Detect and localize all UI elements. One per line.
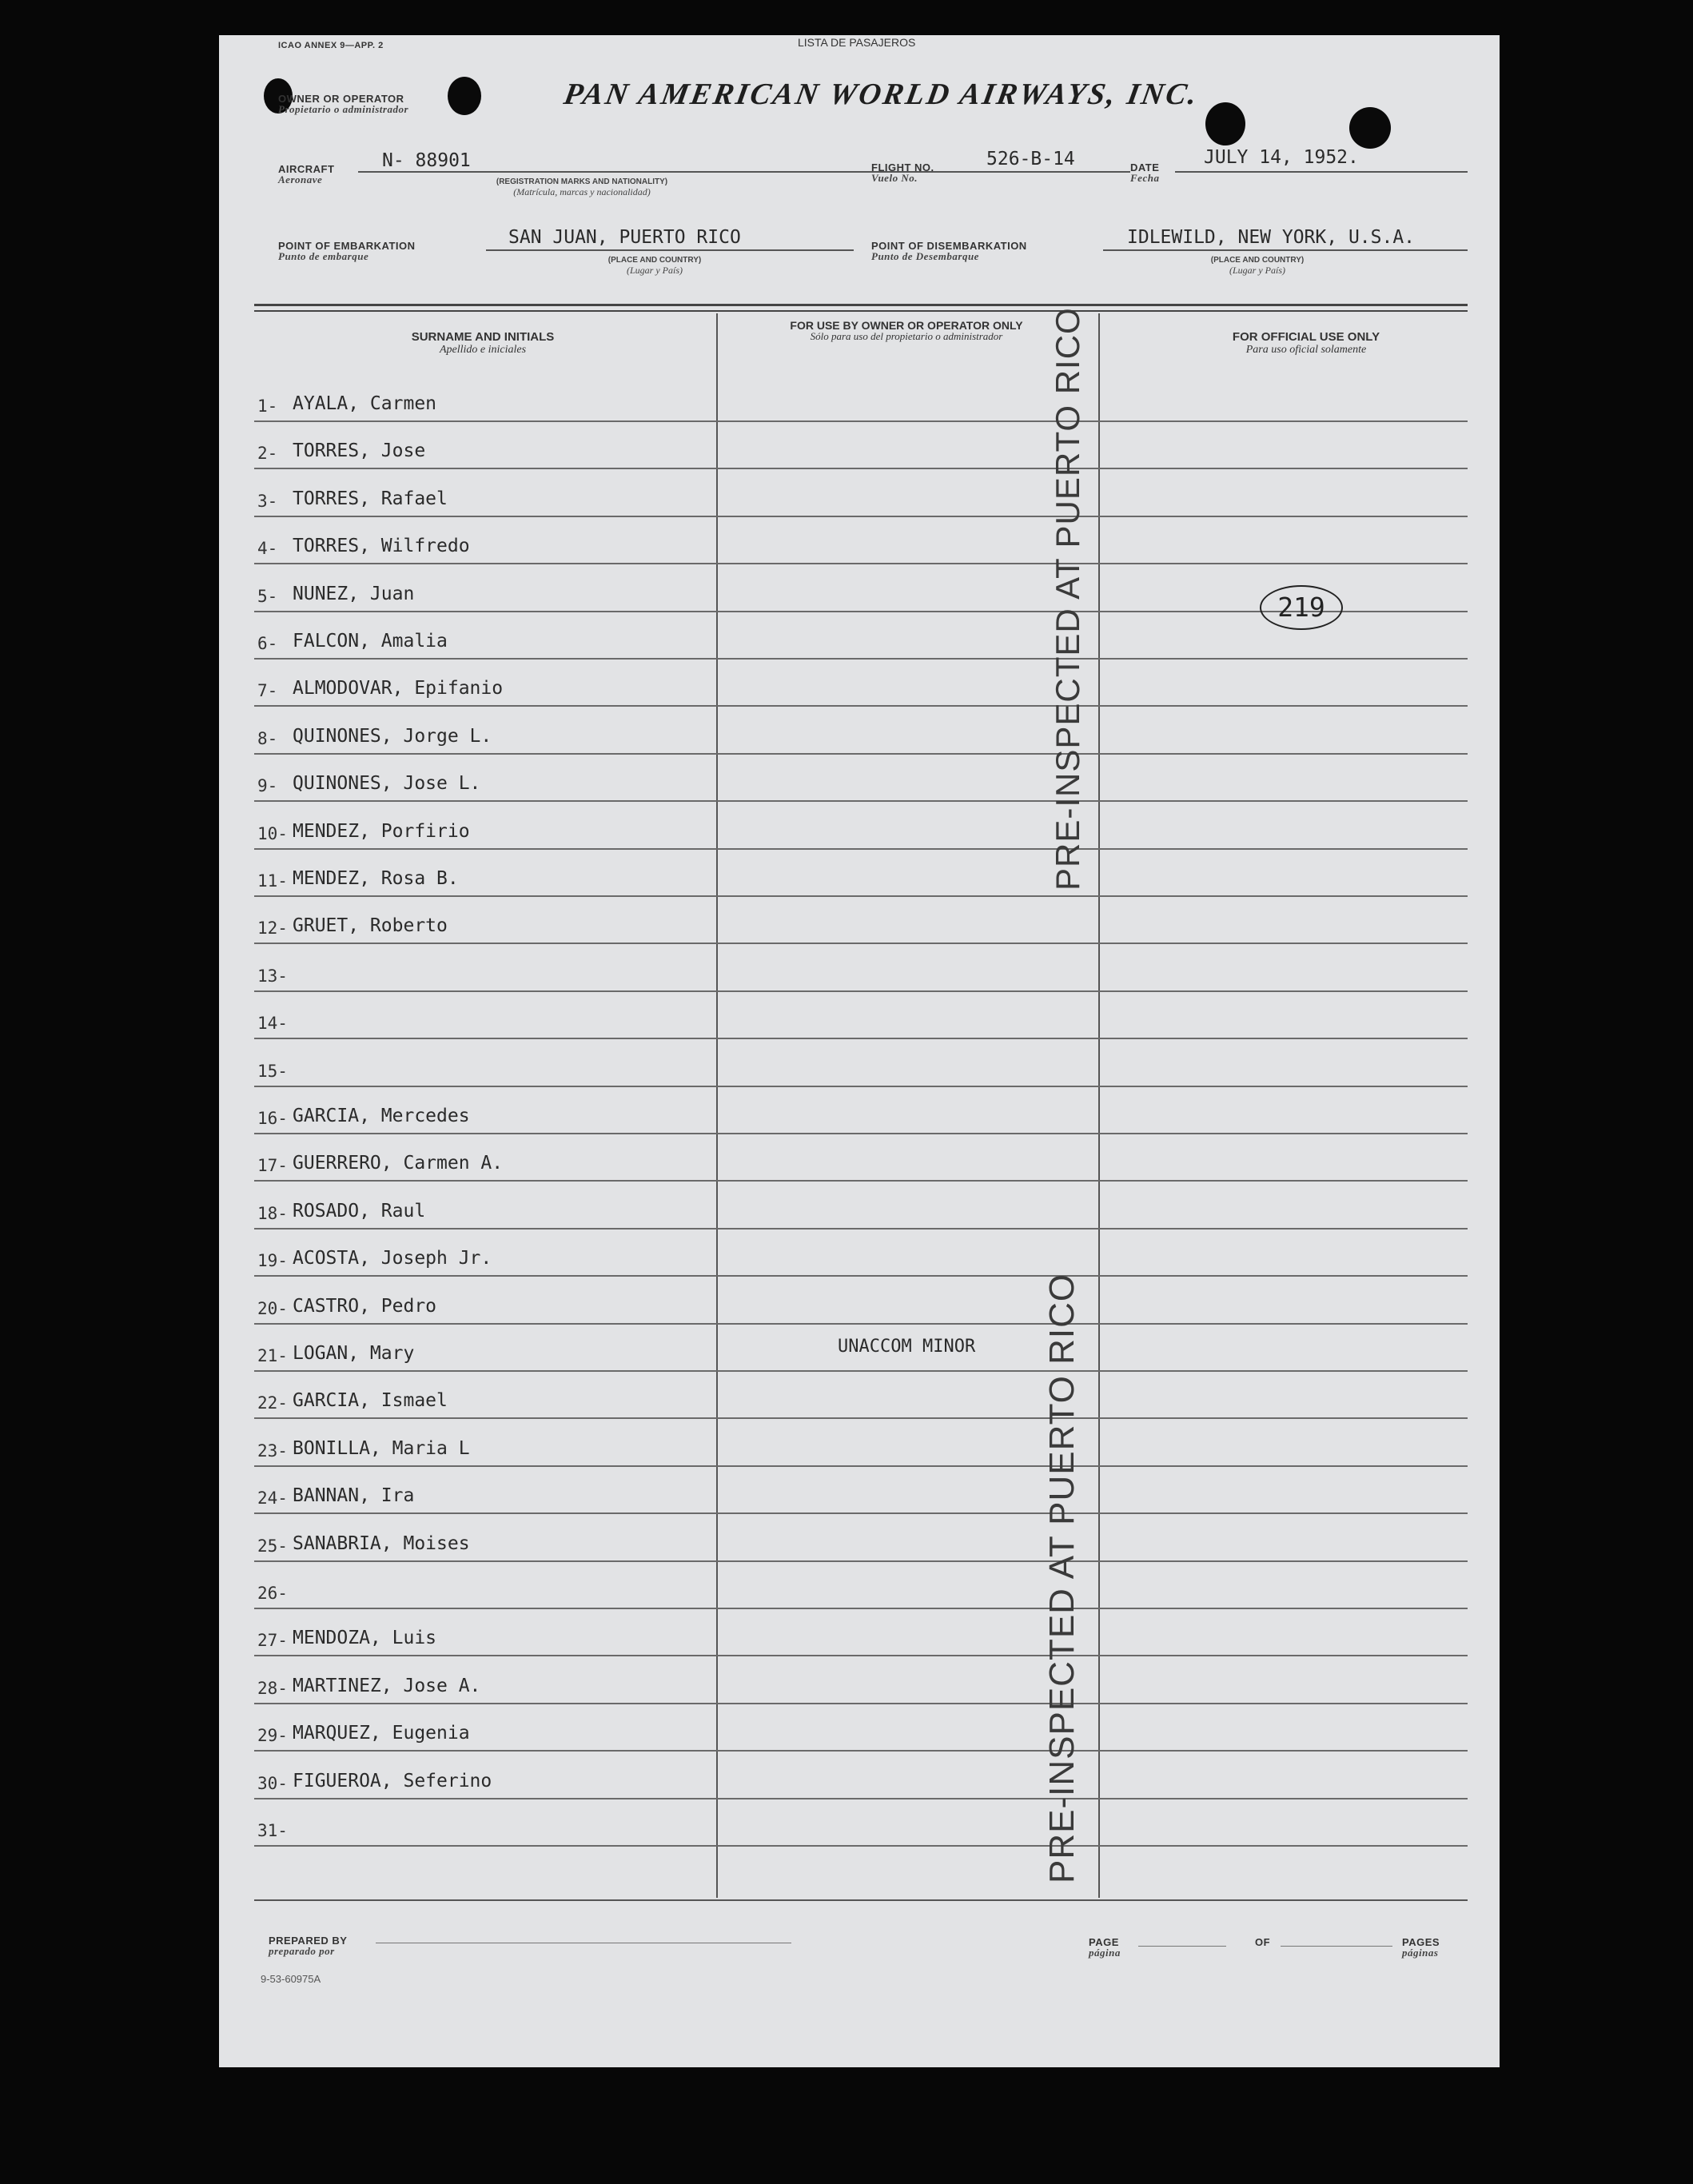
row-number: 23- [257,1441,288,1461]
row-number: 30- [257,1774,288,1793]
aircraft-value: N- 88901 [382,150,471,171]
table-row-rule [254,1655,1468,1656]
passenger-name: TORRES, Wilfredo [293,536,470,556]
flight-underline [970,171,1130,173]
punch-hole-2 [448,77,481,115]
passenger-name: GARCIA, Mercedes [293,1106,470,1126]
passenger-name: MARTINEZ, Jose A. [293,1676,481,1696]
flight-value: 526-B-14 [986,149,1075,169]
passenger-name: MENDEZ, Porfirio [293,821,470,842]
passenger-name: GARCIA, Ismael [293,1390,448,1411]
row-number: 29- [257,1726,288,1745]
of-underline [1281,1946,1392,1947]
row-number: 13- [257,966,288,986]
passenger-name: GRUET, Roberto [293,915,448,936]
table-row-rule [254,1465,1468,1467]
list-title: LISTA DE PASAJEROS [798,36,916,49]
table-row-rule [254,848,1468,850]
table-row-rule [254,943,1468,944]
passenger-name: ACOSTA, Joseph Jr. [293,1248,492,1269]
row-number: 4- [257,539,278,558]
unaccompanied-minor-note: UNACCOM MINOR [838,1337,976,1357]
official-column-header: FOR OFFICIAL USE ONLY Para uso oficial solamente [1232,330,1380,356]
passenger-name: MENDEZ, Rosa B. [293,868,459,889]
row-number: 24- [257,1489,288,1508]
airline-name: PAN AMERICAN WORLD AIRWAYS, INC. [561,78,1202,111]
row-number: 27- [257,1631,288,1650]
pre-inspected-stamp-upper: PRE-INSPECTED AT PUERTO RICO [1049,307,1086,891]
table-row-rule [254,1038,1468,1039]
official-number-circle: 219 [1260,585,1343,630]
table-row-rule [254,516,1468,517]
passenger-name: MARQUEZ, Eugenia [293,1723,470,1744]
table-row-rule [254,1703,1468,1704]
table-row-rule [254,658,1468,660]
row-number: 21- [257,1346,288,1365]
disembarkation-label: POINT OF DISEMBARKATION Punto de Desembarque [871,240,1027,262]
row-number: 7- [257,681,278,700]
table-row-rule [254,1417,1468,1419]
row-number: 25- [257,1536,288,1556]
punch-hole-3 [1205,102,1245,145]
row-number: 20- [257,1299,288,1318]
row-number: 14- [257,1014,288,1033]
table-row-rule [254,468,1468,469]
row-number: 19- [257,1251,288,1270]
passenger-manifest-page [219,35,1500,2067]
table-row-rule [254,420,1468,422]
table-row-rule [254,990,1468,992]
column-divider-1 [716,313,718,1898]
date-value: JULY 14, 1952. [1204,147,1359,168]
row-number: 15- [257,1062,288,1081]
header-divider-bottom [254,310,1468,312]
passenger-name: TORRES, Jose [293,440,426,461]
row-number: 8- [257,729,278,748]
prepared-by-label: PREPARED BY preparado por [269,1935,348,1957]
table-row-rule [254,705,1468,707]
passenger-name: NUNEZ, Juan [293,584,415,604]
row-number: 18- [257,1204,288,1223]
form-code: 9-53-60975A [261,1973,321,1985]
passenger-name: QUINONES, Jose L. [293,773,481,794]
passenger-name: LOGAN, Mary [293,1343,415,1364]
passenger-name: ALMODOVAR, Epifanio [293,678,504,699]
passenger-name: FIGUEROA, Seferino [293,1771,492,1791]
table-row-rule [254,1750,1468,1752]
passenger-name: MENDOZA, Luis [293,1628,437,1648]
pre-inspected-stamp-lower: PRE-INSPECTED AT PUERTO RICO [1042,1273,1082,1883]
embarkation-label: POINT OF EMBARKATION Punto de embarque [278,240,416,262]
row-number: 6- [257,634,278,653]
passenger-name: BONILLA, Maria L [293,1438,470,1459]
table-row-rule [254,1228,1468,1229]
table-row-rule [254,1180,1468,1182]
row-number: 3- [257,492,278,511]
table-row-rule [254,1370,1468,1372]
passenger-name: SANABRIA, Moises [293,1533,470,1554]
flight-label: FLIGHT NO. Vuelo No. [871,161,934,184]
table-row-rule [254,1133,1468,1134]
table-row-rule [254,1845,1468,1847]
table-row-rule [254,563,1468,564]
row-number: 9- [257,776,278,795]
passenger-name: CASTRO, Pedro [293,1296,437,1317]
row-number: 12- [257,919,288,938]
row-number: 1- [257,397,278,416]
owner-column-header: FOR USE BY OWNER OR OPERATOR ONLY Sólo para uso del propietario o administrador [790,319,1023,342]
table-row-rule [254,800,1468,802]
page-label: PAGE página [1089,1936,1121,1959]
table-row-rule [254,895,1468,897]
table-row-rule [254,1798,1468,1799]
pages-label: PAGES páginas [1402,1936,1440,1959]
passenger-name: ROSADO, Raul [293,1201,426,1222]
embarkation-underline [486,249,854,251]
surname-column-header: SURNAME AND INITIALS Apellido e iniciales [411,330,555,356]
embarkation-value: SAN JUAN, PUERTO RICO [508,227,741,248]
row-number: 10- [257,824,288,843]
manifest-bottom-rule [254,1899,1468,1901]
registration-caption: (REGISTRATION MARKS AND NATIONALITY) (Matrícula, marcas y nacionalidad) [496,177,668,197]
aircraft-label: AIRCRAFT Aeronave [278,163,335,185]
owner-label: OWNER OR OPERATOR Propietario o administrador [278,93,409,115]
punch-hole-4 [1349,107,1391,149]
row-number: 2- [257,444,278,463]
table-row-rule [254,1512,1468,1514]
table-row-rule [254,1323,1468,1325]
passenger-name: BANNAN, Ira [293,1485,415,1506]
passenger-name: TORRES, Rafael [293,488,448,509]
row-number: 5- [257,587,278,606]
table-row-rule [254,1086,1468,1087]
row-number: 31- [257,1821,288,1840]
table-row-rule [254,1560,1468,1562]
disembarkation-value: IDLEWILD, NEW YORK, U.S.A. [1127,227,1416,248]
row-number: 11- [257,871,288,891]
disembarkation-underline [1103,249,1468,251]
column-divider-2 [1098,313,1100,1898]
passenger-name: AYALA, Carmen [293,393,437,414]
table-row-rule [254,753,1468,755]
date-label: DATE Fecha [1130,161,1160,184]
of-label: OF [1255,1936,1271,1948]
header-divider-top [254,304,1468,306]
passenger-name: QUINONES, Jorge L. [293,726,492,747]
disembarkation-place-caption: (PLACE AND COUNTRY) (Lugar y País) [1210,256,1305,276]
passenger-name: GUERRERO, Carmen A. [293,1153,504,1174]
row-number: 26- [257,1584,288,1603]
embarkation-place-caption: (PLACE AND COUNTRY) (Lugar y País) [607,256,702,276]
row-number: 22- [257,1393,288,1413]
table-row-rule [254,1608,1468,1609]
table-row-rule [254,1275,1468,1277]
icao-annex-label: ICAO ANNEX 9—APP. 2 [278,41,384,50]
row-number: 16- [257,1109,288,1128]
page-underline [1138,1946,1226,1947]
date-underline [1175,171,1468,173]
row-number: 28- [257,1679,288,1698]
passenger-name: FALCON, Amalia [293,631,448,652]
row-number: 17- [257,1156,288,1175]
